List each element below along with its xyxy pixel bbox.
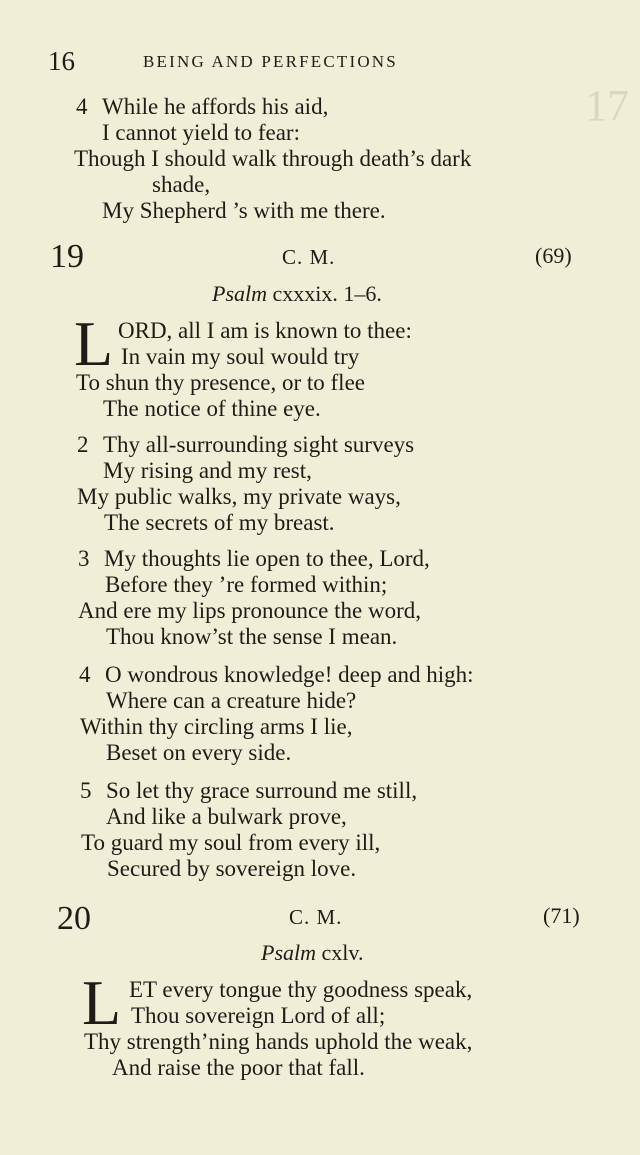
verse-line: My public walks, my private ways, [77,484,401,509]
psalm-reference [261,940,363,966]
verse-line: ORD, all I am is known to thee: [118,318,412,343]
verse-line: And like a bulwark prove, [106,804,347,829]
verse-line: Thy strength’ning hands uphold the weak, [84,1029,473,1054]
bleed-through-mark: 17 [585,81,629,130]
stanza-number: 5 [80,778,92,803]
verse-line: Thy all-surrounding sight surveys [103,432,415,457]
verse-line: O wondrous knowledge! deep and high: [105,662,474,687]
psalm-word: Psalm [261,940,316,965]
psalm-reference [212,281,382,307]
stanza-number: 4 [76,94,88,119]
verse-line: While he affords his aid, [102,94,329,119]
meter: C. M. [282,245,336,269]
verse-line: ET every tongue thy goodness speak, [129,977,473,1002]
verse-line: Thou know’st the sense I mean. [106,624,398,649]
verse-line: My rising and my rest, [103,458,312,483]
hymn-number: 19 [50,238,84,275]
verse-line: shade, [152,172,211,197]
stanza-number: 3 [78,546,90,571]
meter: C. M. [289,905,343,929]
verse-line: My Shepherd ’s with me there. [102,198,386,223]
psalm-ref: cxxxix. 1–6. [272,281,382,306]
verse-line: And raise the poor that fall. [112,1055,365,1080]
verse-line: In vain my soul would try [121,344,360,369]
psalm-ref: cxlv. [321,940,364,965]
running-title: BEING AND PERFECTIONS [143,52,398,71]
hymn-number: 20 [57,900,91,937]
tune-number: (69) [535,243,572,268]
verse-line: So let thy grace surround me still, [106,778,418,803]
verse-line: And ere my lips pronounce the word, [78,598,422,623]
verse-line: Before they ’re formed within; [105,572,388,597]
verse-line: My thoughts lie open to thee, Lord, [104,546,430,571]
verse-line: I cannot yield to fear: [102,120,300,145]
verse-line: To guard my soul from every ill, [81,830,381,855]
drop-cap: L [82,967,122,1038]
verse-line: Secured by sovereign love. [107,856,357,881]
verse-line: The secrets of my breast. [104,510,335,535]
stanza-number: 2 [77,432,89,457]
verse-line: Beset on every side. [106,740,292,765]
verse-line: Where can a creature hide? [106,688,357,713]
verse-line: Within thy circling arms I lie, [80,714,353,739]
verse-line: To shun thy presence, or to flee [76,370,365,395]
stanza-number: 4 [79,662,91,687]
tune-number: (71) [543,903,580,928]
psalm-word: Psalm [212,281,267,306]
verse-line: Thou sovereign Lord of all; [131,1003,386,1028]
verse-line: The notice of thine eye. [103,396,321,421]
verse-line: Though I should walk through death’s dark [74,146,472,171]
drop-cap: L [74,308,114,379]
page-number: 16 [48,46,75,76]
